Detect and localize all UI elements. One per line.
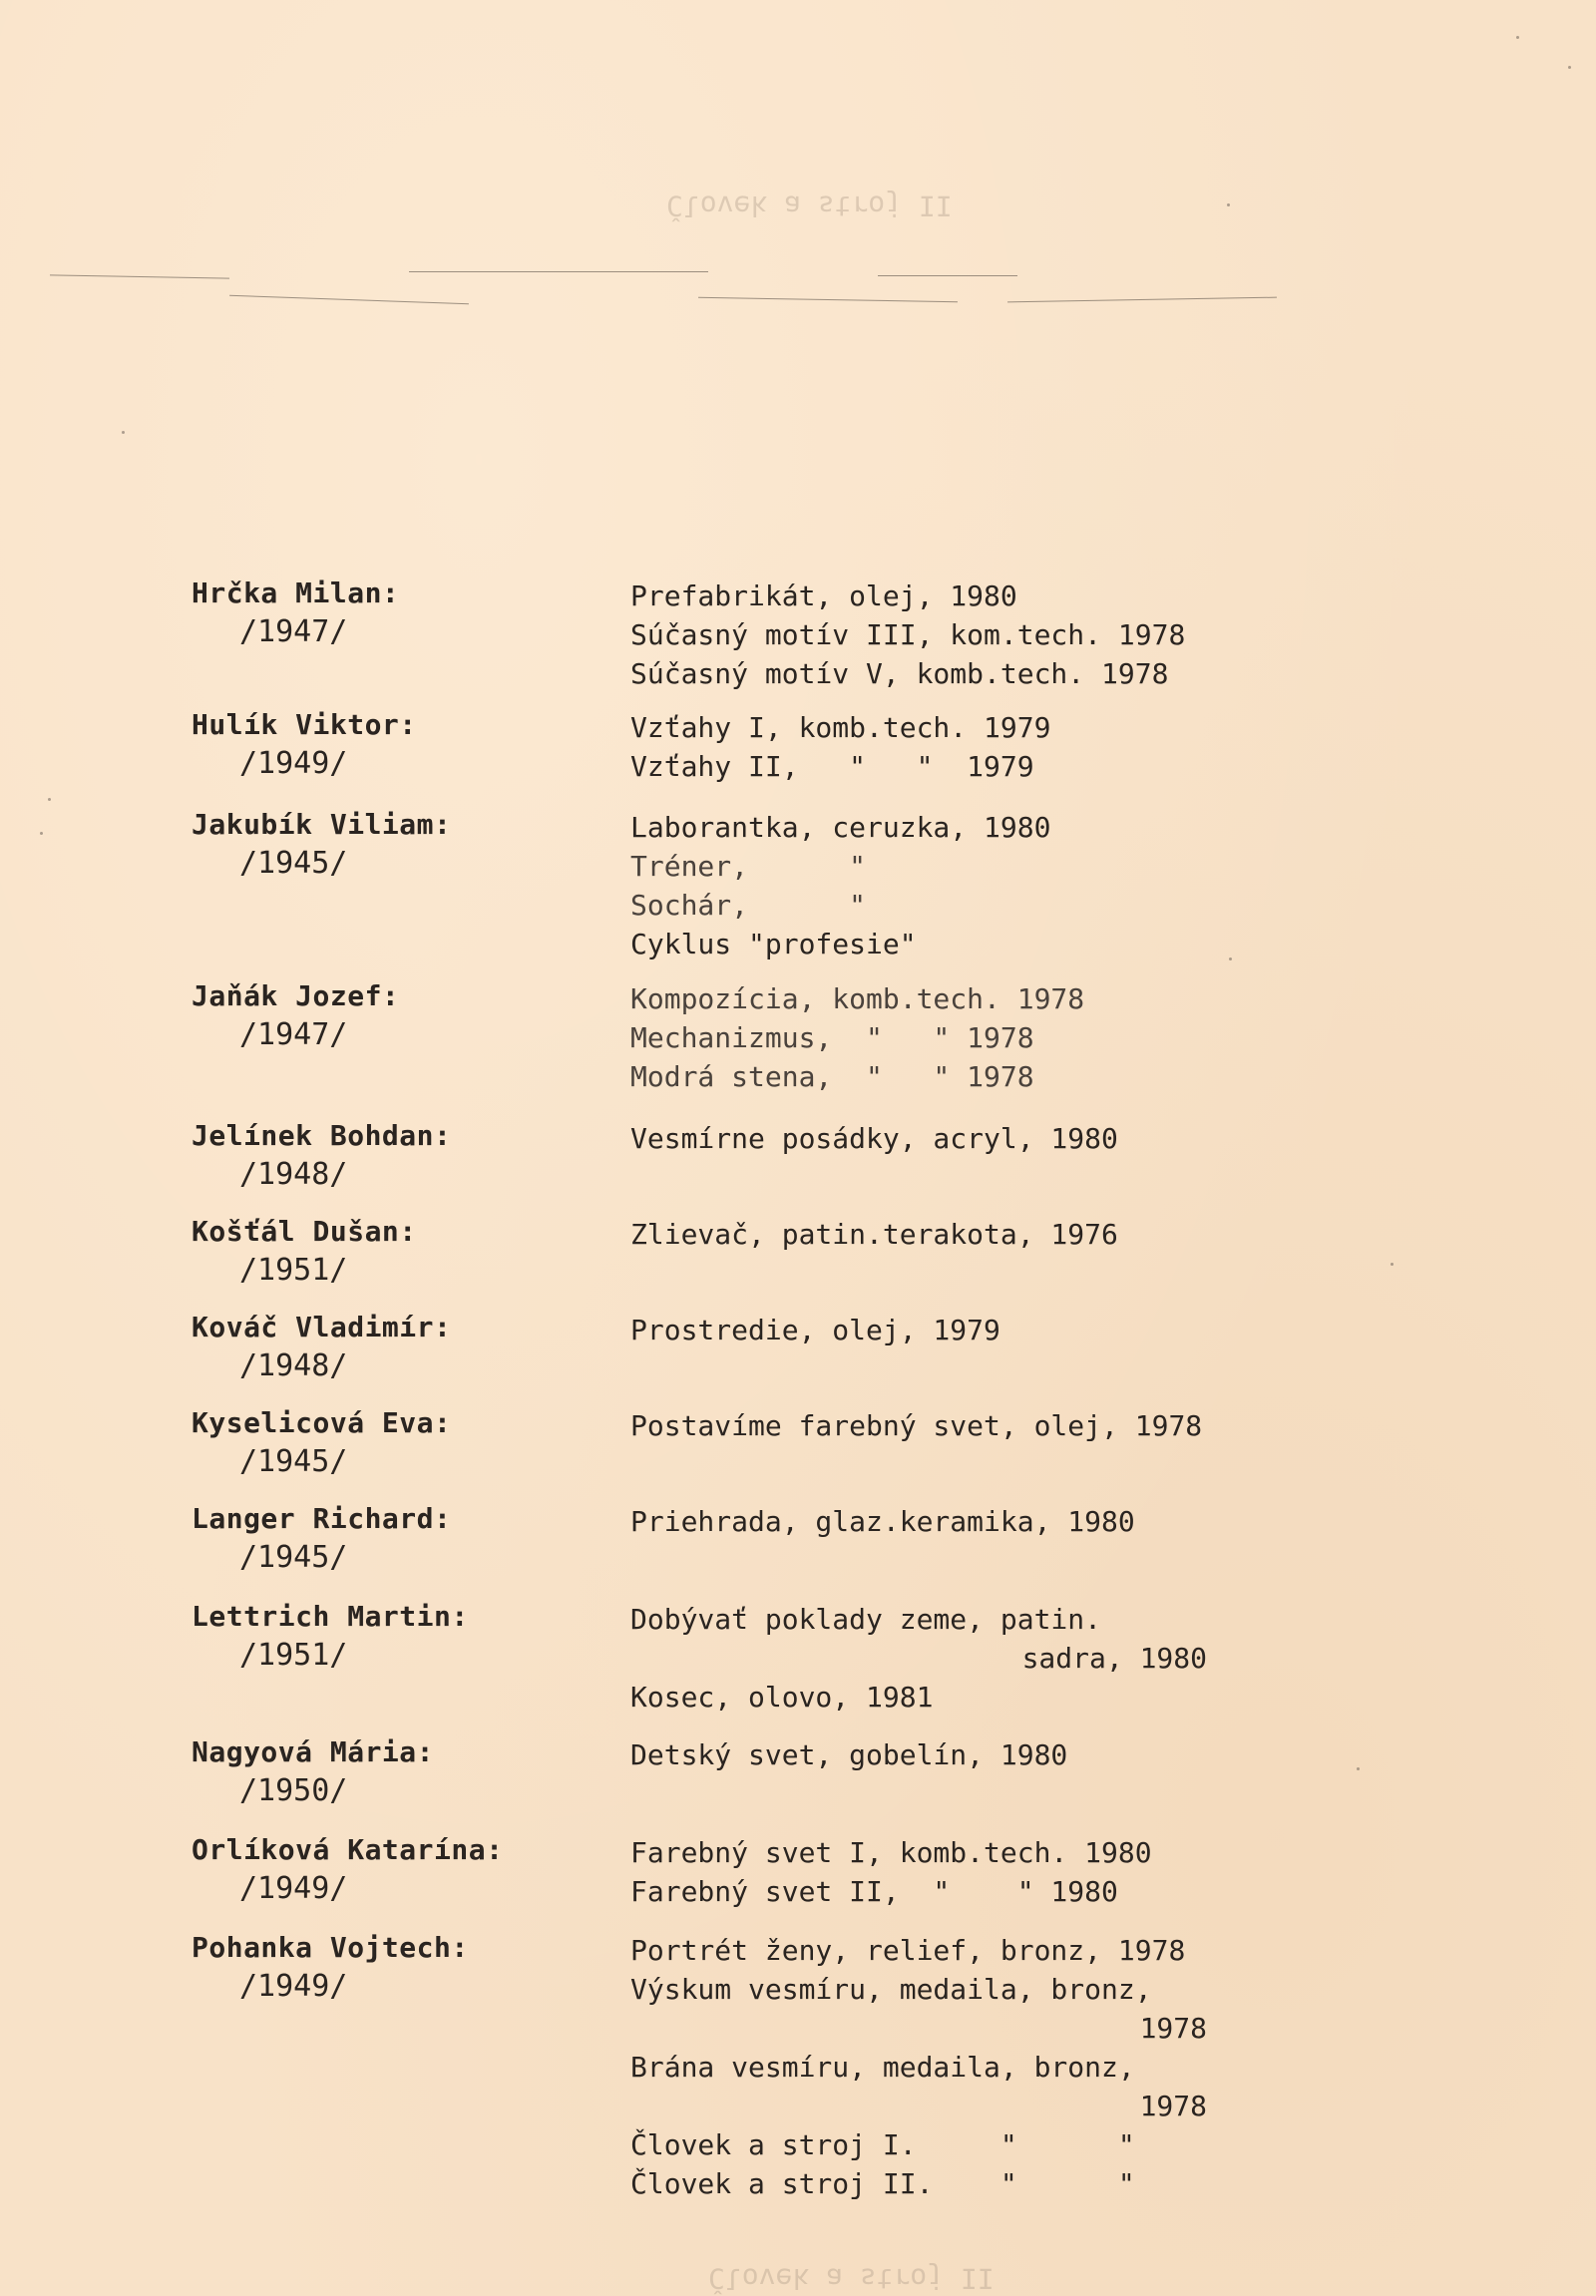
bleed-through-top: Človek a stroj II: [666, 190, 953, 222]
works-list: [630, 1406, 1249, 1445]
faint-rule: [1007, 297, 1277, 303]
work-item: Človek a stroj II. " ": [630, 2167, 1135, 2200]
speck: [1568, 66, 1571, 69]
artist-name: Hulík Viktor:: [192, 708, 417, 741]
work-item-continuation: sadra, 1980: [1021, 1642, 1207, 1675]
works-list: [630, 1502, 1249, 1541]
artist-name: Jakubík Viliam:: [192, 808, 452, 841]
artist-name: Lettrich Martin:: [192, 1600, 469, 1633]
work-item: Mechanizmus, " " 1978: [630, 1021, 1034, 1054]
work-item: Tréner, ": [630, 850, 867, 883]
works-list: [630, 979, 1249, 1096]
artist-birth-year: /1947/: [239, 614, 348, 649]
work-item: Sochár, ": [630, 889, 867, 922]
works-list: [630, 1311, 1249, 1349]
work-item: Vzťahy II, " " 1979: [630, 750, 1034, 783]
artist-name: Pohanka Vojtech:: [192, 1931, 469, 1964]
works-list: [630, 1119, 1249, 1158]
artist-name: Kyselicová Eva:: [192, 1406, 452, 1439]
artist-name: Kováč Vladimír:: [192, 1311, 452, 1343]
works-list: [630, 1931, 1249, 2203]
works-list: [630, 1735, 1249, 1774]
artist-birth-year: /1948/: [239, 1348, 348, 1383]
artist-name: Jelínek Bohdan:: [192, 1119, 452, 1152]
works-list: [630, 576, 1249, 693]
speck: [1516, 36, 1519, 39]
work-item: Dobývať poklady zeme, patin.: [630, 1603, 1102, 1636]
work-item-continuation: 1978: [1139, 2012, 1207, 2045]
work-item: Laborantka, ceruzka, 1980: [630, 811, 1051, 844]
work-item: Človek a stroj I. " ": [630, 2128, 1135, 2161]
artist-birth-year: /1947/: [239, 1017, 348, 1052]
artist-birth-year: /1948/: [239, 1157, 348, 1192]
artist-birth-year: /1950/: [239, 1773, 348, 1808]
faint-rule: [50, 274, 229, 278]
work-item: Detský svet, gobelín, 1980: [630, 1738, 1068, 1771]
works-list: [630, 1215, 1249, 1254]
speck: [1227, 203, 1230, 206]
artist-birth-year: /1949/: [239, 1871, 348, 1906]
artist-name: Langer Richard:: [192, 1502, 452, 1535]
artist-birth-year: /1951/: [239, 1253, 348, 1288]
speck: [48, 798, 51, 801]
faint-rule: [229, 295, 469, 304]
work-item-continuation: 1978: [1139, 2090, 1207, 2122]
bleed-through-bottom: Človek a stroj II: [708, 2262, 995, 2295]
works-list: [630, 1600, 1249, 1717]
artist-name: Hrčka Milan:: [192, 576, 400, 609]
work-item: Modrá stena, " " 1978: [630, 1060, 1034, 1093]
speck: [40, 832, 43, 835]
artist-name: Orlíková Katarína:: [192, 1833, 504, 1866]
artist-birth-year: /1949/: [239, 746, 348, 781]
work-item: Postavíme farebný svet, olej, 1978: [630, 1409, 1203, 1442]
artist-name: Nagyová Mária:: [192, 1735, 435, 1768]
speck: [122, 431, 125, 434]
artist-birth-year: /1945/: [239, 1444, 348, 1479]
work-item: Súčasný motív III, kom.tech. 1978: [630, 618, 1186, 651]
work-item: Kompozícia, komb.tech. 1978: [630, 982, 1085, 1015]
artist-birth-year: /1945/: [239, 846, 348, 881]
work-item: Priehrada, glaz.keramika, 1980: [630, 1505, 1135, 1538]
artist-birth-year: /1951/: [239, 1638, 348, 1673]
speck: [1357, 1767, 1360, 1770]
work-item: Vzťahy I, komb.tech. 1979: [630, 711, 1051, 744]
work-item: Cyklus "profesie": [630, 928, 917, 960]
work-item: Kosec, olovo, 1981: [630, 1681, 934, 1714]
work-item: Farebný svet II, " " 1980: [630, 1875, 1118, 1908]
work-item: Portrét ženy, relief, bronz, 1978: [630, 1934, 1186, 1967]
work-item: Vesmírne posádky, acryl, 1980: [630, 1122, 1118, 1155]
works-list: [630, 708, 1249, 786]
works-list: [630, 1833, 1249, 1911]
faint-rule: [698, 297, 958, 303]
work-item: Prostredie, olej, 1979: [630, 1314, 1000, 1346]
work-item: Prefabrikát, olej, 1980: [630, 579, 1017, 612]
artist-birth-year: /1945/: [239, 1540, 348, 1575]
faint-rule: [878, 275, 1017, 276]
work-item: Brána vesmíru, medaila, bronz,: [630, 2051, 1135, 2084]
work-item: Výskum vesmíru, medaila, bronz,: [630, 1973, 1152, 2006]
artist-name: Košťál Dušan:: [192, 1215, 417, 1248]
work-item: Farebný svet I, komb.tech. 1980: [630, 1836, 1152, 1869]
works-list: [630, 808, 1249, 963]
work-item: Zlievač, patin.terakota, 1976: [630, 1218, 1118, 1251]
faint-rule: [409, 271, 708, 272]
speck: [1391, 1263, 1394, 1266]
artist-birth-year: /1949/: [239, 1969, 348, 2004]
artist-name: Jaňák Jozef:: [192, 979, 400, 1012]
work-item: Súčasný motív V, komb.tech. 1978: [630, 657, 1169, 690]
